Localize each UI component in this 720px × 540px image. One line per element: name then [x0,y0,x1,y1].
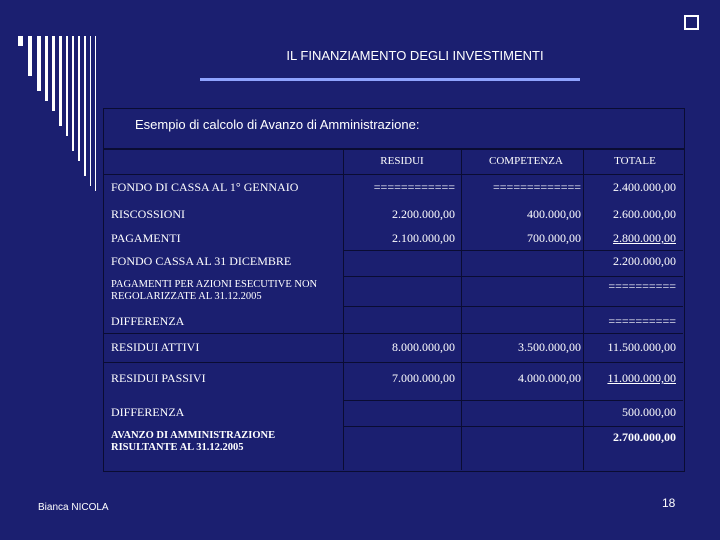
row-totale: 2.400.000,00 [613,180,676,194]
row-label: FONDO DI CASSA AL 1° GENNAIO [111,180,299,194]
row-totale: 11.000.000,00 [607,371,676,385]
footer-author: Bianca NICOLA [38,502,109,513]
row-residui: 2.200.000,00 [392,207,455,221]
row-label: RESIDUI ATTIVI [111,340,200,354]
row-label: PAGAMENTI [111,231,181,245]
header-totale: TOTALE [614,155,656,167]
title-underline [200,78,580,81]
row-totale: 500.000,00 [622,405,676,419]
row-competenza: ============= [493,180,581,194]
slide-subtitle: Esempio di calcolo di Avanzo di Amministrazione: [135,117,420,132]
row-totale: 2.200.000,00 [613,254,676,268]
row-label: AVANZO DI AMMINISTRAZIONE RISULTANTE AL 31.12.2005 [111,430,276,453]
row-label: FONDO CASSA AL 31 DICEMBRE [111,254,292,268]
row-totale: 2.600.000,00 [613,207,676,221]
header-residui: RESIDUI [380,155,424,167]
row-label: RISCOSSIONI [111,207,186,221]
page-number: 18 [662,496,676,510]
row-label: DIFFERENZA [111,314,185,328]
row-residui: 8.000.000,00 [392,340,455,354]
row-competenza: 3.500.000,00 [518,340,581,354]
row-competenza: 400.000,00 [527,207,581,221]
row-residui: 2.100.000,00 [392,231,455,245]
row-competenza: 4.000.000,00 [518,371,581,385]
row-competenza: 700.000,00 [527,231,581,245]
row-totale: 11.500.000,00 [607,340,676,354]
slide-title: IL FINANZIAMENTO DEGLI INVESTIMENTI [286,48,544,63]
row-totale: 2.800.000,00 [613,231,676,245]
row-label: RESIDUI PASSIVI [111,371,206,385]
corner-square-icon [684,15,699,30]
row-label: PAGAMENTI PER AZIONI ESECUTIVE NON REGOLARIZZATE AL 31.12.2005 [111,279,318,302]
row-residui: 7.000.000,00 [392,371,455,385]
row-totale: ========== [608,314,676,328]
row-label: DIFFERENZA [111,405,185,419]
row-residui: ============ [373,180,455,194]
header-competenza: COMPETENZA [489,155,563,167]
row-totale: 2.700.000,00 [613,430,676,444]
row-totale: ========== [608,279,676,293]
